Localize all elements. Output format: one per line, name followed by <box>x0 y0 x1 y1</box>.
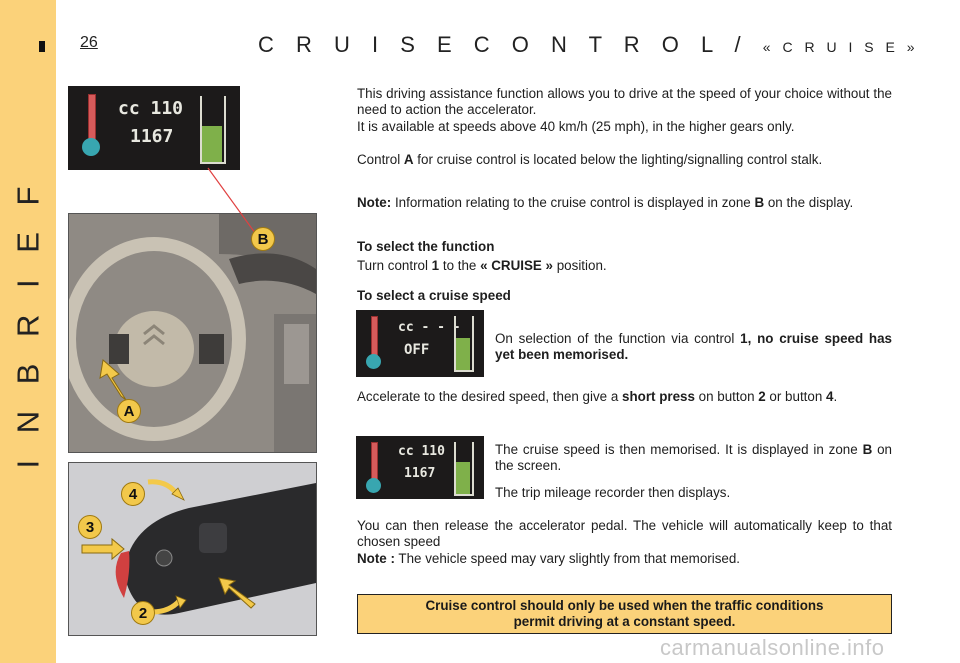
accelerate-paragraph: Accelerate to the desired speed, then give a short press on button 2 or button 4. <box>357 389 838 404</box>
control-stalk-photo <box>68 462 317 636</box>
watermark: carmanualsonline.info <box>660 635 885 660</box>
display-main-line1: cc 110 <box>118 98 184 119</box>
display-photo-main <box>68 86 240 170</box>
intro-paragraph-2: It is available at speeds above 40 km/h (25 mph), in the higher gears only. <box>357 119 795 134</box>
sidebar <box>0 0 56 663</box>
page-marker <box>39 41 45 52</box>
heading-select-function: To select the function <box>357 239 495 254</box>
page-title-sub: « C R U I S E » <box>762 39 919 55</box>
display-main-line2: 1167 <box>130 126 174 147</box>
warning-box <box>357 594 892 634</box>
callout-2: 2 <box>131 601 155 625</box>
dashboard-photo <box>68 213 317 453</box>
page-title-main: C R U I S E C O N T R O L / <box>258 32 749 57</box>
callout-b: B <box>251 227 275 251</box>
display-off-line1: cc - - - <box>398 320 461 335</box>
display-mem-line1: cc 110 <box>398 444 445 459</box>
note-paragraph: Note: Information relating to the cruise control is displayed in zone B on the display. <box>357 195 854 210</box>
display-off-line2: OFF <box>404 342 430 358</box>
memorised-paragraph: The cruise speed is then memorised. It is displayed in zone B on the screen. <box>495 442 892 473</box>
display-photo-off <box>356 310 484 377</box>
heading-select-speed: To select a cruise speed <box>357 288 511 303</box>
callout-a: A <box>117 399 141 423</box>
page-number: 26 <box>80 34 98 51</box>
note2-paragraph: Note : The vehicle speed may vary slightly from that memorised. <box>357 551 741 566</box>
turn-control-paragraph: Turn control 1 to the « CRUISE » position. <box>357 258 607 273</box>
page-title <box>258 32 918 58</box>
callout-3: 3 <box>78 515 102 539</box>
display-photo-memorised <box>356 436 484 499</box>
callout-4: 4 <box>121 482 145 506</box>
release-paragraph: You can then release the accelerator pedal. The vehicle will automatically keep to that chosen speed <box>357 518 892 549</box>
section-title: I N B R I E F <box>10 177 45 468</box>
selection-paragraph: On selection of the function via control 1, no cruise speed has yet been memorised. <box>495 331 892 362</box>
control-location-paragraph: Control A for cruise control is located below the lighting/signalling control stalk. <box>357 152 823 167</box>
warning-text: Cruise control should only be used when the traffic conditions permit driving at a constant speed. <box>425 598 824 629</box>
intro-paragraph-1: This driving assistance function allows you to drive at the speed of your choice without the need to action the accelerator. <box>357 86 892 117</box>
display-mem-line2: 1167 <box>404 466 436 481</box>
trip-paragraph: The trip mileage recorder then displays. <box>495 485 731 500</box>
